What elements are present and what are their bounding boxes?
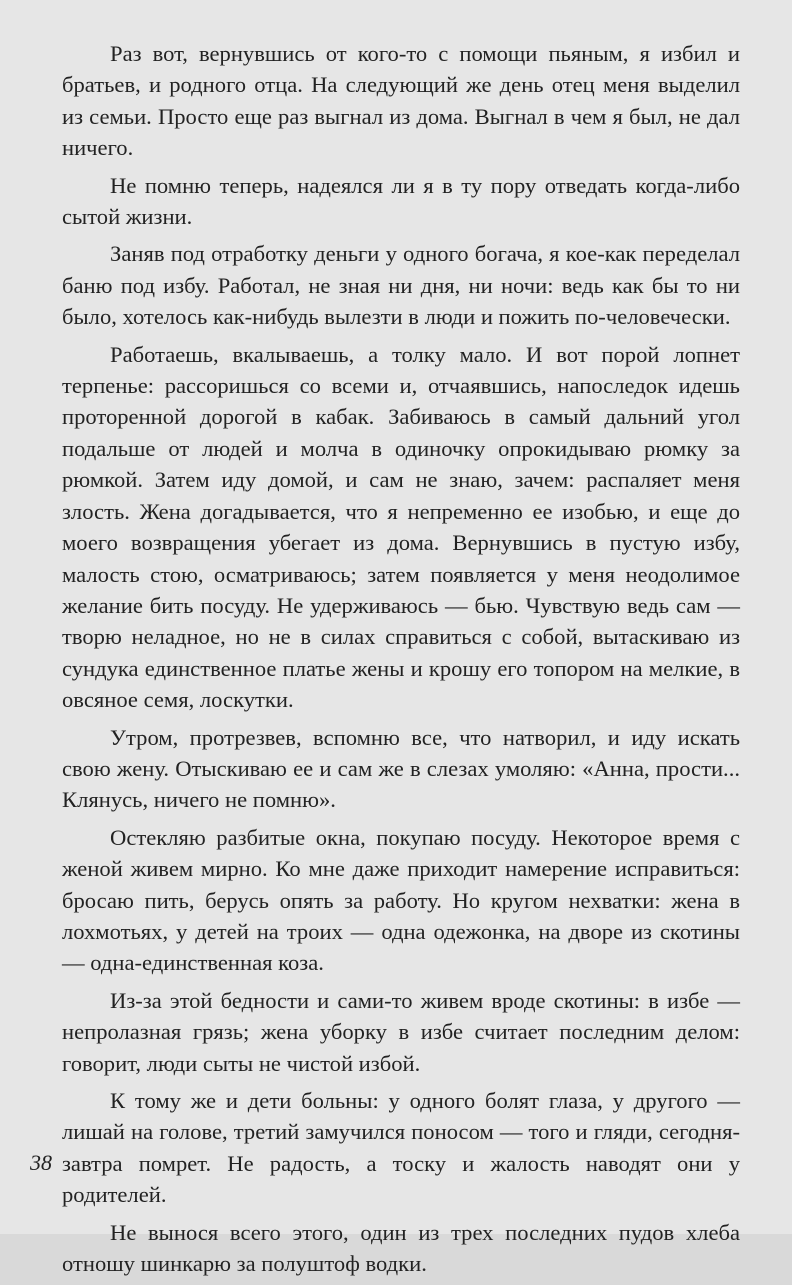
paragraph-7: Из-за этой бедности и сами-то живем вроде скотины: в избе — непролазная грязь; жена уборку в избе считает последним делом: говорит, люди сыты не чистой избой.: [62, 987, 740, 1076]
page-number: 38: [30, 1150, 52, 1175]
paragraph-5: Утром, протрезвев, вспомню все, что натворил, и иду искать свою жену. Отыскиваю ее и сам же в слезах умоляю: «Анна, прости... Клянусь, ничего не помню».: [62, 724, 740, 813]
paragraph-9: Не вынося всего этого, один из трех последних пудов хлеба отношу шинкарю за полуштоф водки.: [62, 1219, 740, 1277]
paragraph-6: Остекляю разбитые окна, покупаю посуду. Некоторое время с женой живем мирно. Ко мне даже приходит намерение исправиться: бросаю пить, берусь опять за работу. Но кругом нехватки: жена в лохмотьях, у детей на троих — одна одежонка, на дворе из скотины — одна-единственная коза.: [62, 824, 740, 976]
paragraph-3: Заняв под отработку деньги у одного богача, я кое-как переделал баню под избу. Работал, не зная ни дня, ни ночи: ведь как бы то ни было, хотелось как-нибудь вылезти в люди и пожить по-человечески.: [62, 241, 740, 330]
paragraph-2: Не помню теперь, надеялся ли я в ту пору отведать когда-либо сытой жизни.: [62, 172, 740, 230]
paragraph-4: Работаешь, вкалываешь, а толку мало. И вот порой лопнет терпенье: рассоришься со всеми и, отчаявшись, напоследок идешь проторенной дорогой в кабак. Забиваюсь в самый дальний угол подальше от людей и молча в одиночку опрокидываю рюмку за рюмкой. Затем иду домой, и сам не знаю, зачем: распаляет меня злость. Жена догадывается, что я непременно ее изобью, и еще до моего возвращения убегает из дома. Вернувшись в пустую избу, малость стою, осматриваюсь; затем появляется у меня неодолимое желание бить посуду. Не удерживаюсь — бью. Чувствую ведь сам — творю неладное, но не в силах справиться с собой, вытаскиваю из сундука единственное платье жены и крошу его топором на мелкие, в овсяное семя, лоскутки.: [62, 341, 740, 713]
body-text: [62, 38, 740, 1285]
paragraph-1: Раз вот, вернувшись от кого-то с помощи пьяным, я избил и братьев, и родного отца. На следующий же день отец меня выделил из семьи. Просто еще раз выгнал из дома. Выгнал в чем я был, не дал ничего.: [62, 41, 740, 161]
paragraph-8: К тому же и дети больны: у одного болят глаза, у другого — лишай на голове, третий замучился поносом — того и гляди, сегодня-завтра помрет. Не радость, а тоску и жалость наводят они у родителей.: [62, 1088, 740, 1208]
